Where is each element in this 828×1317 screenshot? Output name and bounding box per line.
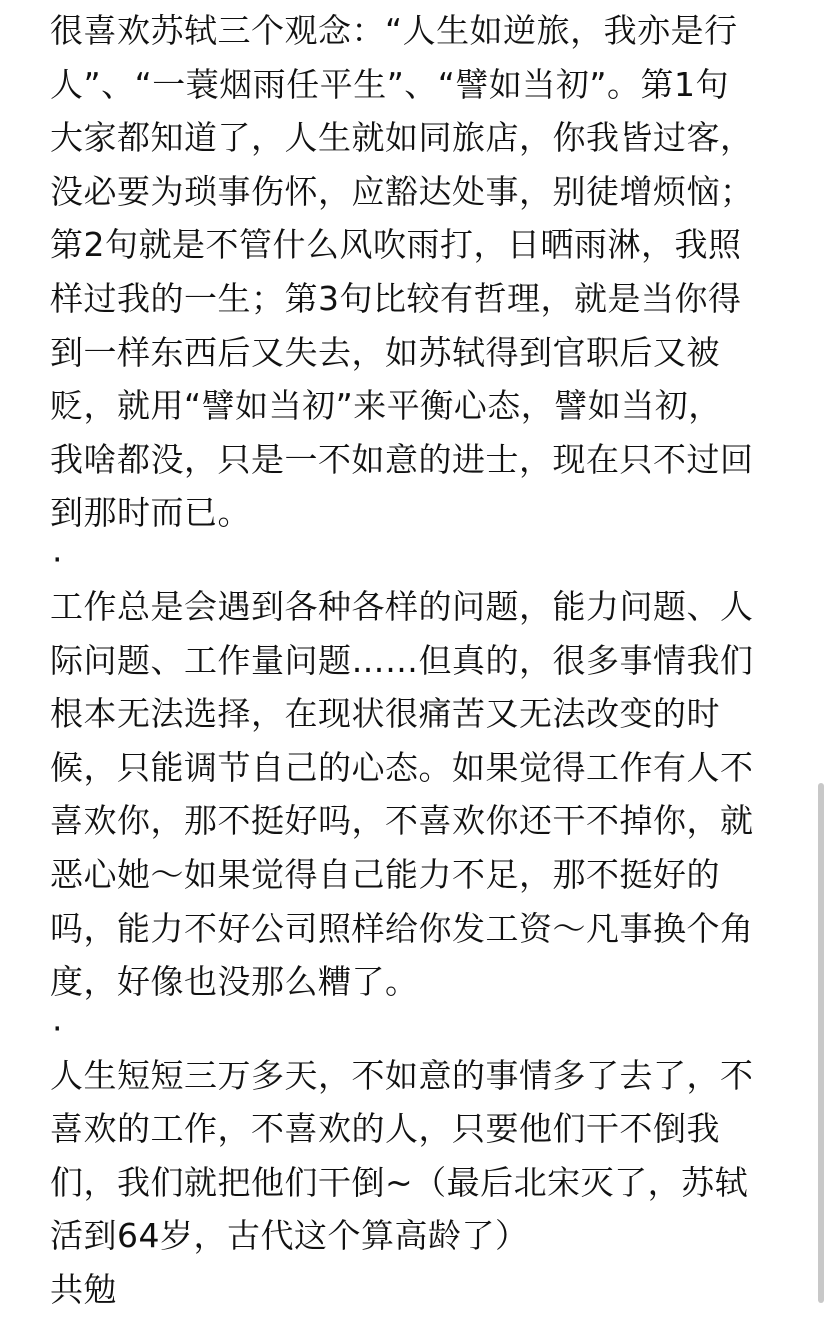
text-line: 很喜欢苏轼三个观念：“人生如逆旅，我亦是行 xyxy=(50,11,738,50)
text-line: 际问题、工作量问题……但真的，很多事情我们 xyxy=(50,640,754,680)
text-line: 大家都知道了，人生就如同旅店，你我皆过客， xyxy=(50,118,754,158)
text-line: 到一样东西后又失去，如苏轼得到官职后又被 xyxy=(50,332,720,372)
separator-dot: · xyxy=(52,539,63,579)
text-line: 样过我的一生；第3句比较有哲理，就是当你得 xyxy=(50,278,742,318)
text-line: 恶心她～如果觉得自己能力不足，那不挺好的 xyxy=(50,854,720,894)
text-line: 度，好像也没那么糟了。 xyxy=(50,962,419,1002)
text-line: 吗，能力不好公司照样给你发工资～凡事换个角 xyxy=(50,908,754,948)
text-line: 共勉 xyxy=(50,1270,117,1310)
text-line: 们，我们就把他们干倒~（最后北宋灭了，苏轼 xyxy=(50,1162,749,1202)
text-line: 我啥都没，只是一不如意的进士，现在只不过回 xyxy=(50,439,754,479)
text-line: 人生短短三万多天，不如意的事情多了去了，不 xyxy=(50,1055,754,1095)
text-line: 喜欢的工作，不喜欢的人，只要他们干不倒我 xyxy=(50,1109,720,1149)
text-line: 没必要为琐事伤怀，应豁达处事，别徒增烦恼； xyxy=(50,171,754,211)
text-line: 到那时而已。 xyxy=(50,493,251,533)
text-line: 活到64岁，古代这个算高龄了） xyxy=(50,1216,529,1256)
text-line: 根本无法选择，在现状很痛苦又无法改变的时 xyxy=(50,694,720,734)
paragraph-su-shi-ideas xyxy=(50,4,790,540)
text-line: 贬，就用“譬如当初”来平衡心态，譬如当初， xyxy=(50,386,722,426)
separator-dot: · xyxy=(52,1008,63,1048)
text-line: 第2句就是不管什么风吹雨打，日晒雨淋，我照 xyxy=(50,225,742,265)
article-body xyxy=(50,4,790,1317)
text-line: 工作总是会遇到各种各样的问题，能力问题、人 xyxy=(50,586,754,626)
vertical-scrollbar[interactable] xyxy=(818,783,824,1303)
text-line: 人”、“一蓑烟雨任平生”、“譬如当初”。第1句 xyxy=(50,64,729,104)
paragraph-life-short xyxy=(50,1049,790,1317)
text-line: 候，只能调节自己的心态。如果觉得工作有人不 xyxy=(50,747,754,787)
paragraph-work-problems xyxy=(50,580,790,1009)
text-line: 喜欢你，那不挺好吗，不喜欢你还干不掉你，就 xyxy=(50,801,754,841)
